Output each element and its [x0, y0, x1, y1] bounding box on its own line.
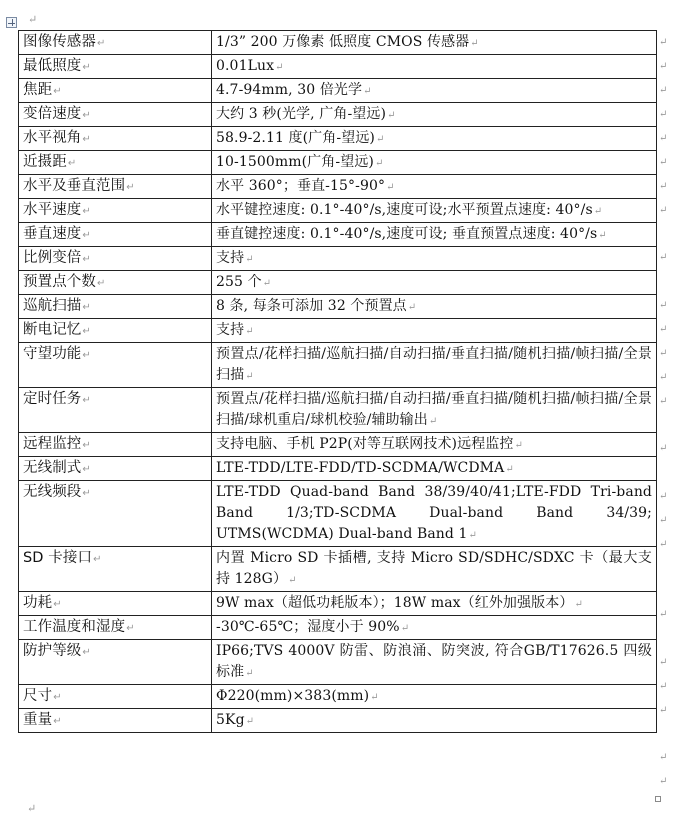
spec-value-cell[interactable]: [212, 433, 657, 457]
spec-value: Φ220(mm)×383(mm): [216, 688, 370, 704]
cell-end-mark: ↵: [82, 395, 91, 406]
table-row: [19, 457, 657, 481]
row-end-mark: ↵: [659, 181, 668, 192]
table-row: [19, 79, 657, 103]
spec-label-cell[interactable]: [19, 709, 212, 733]
cell-end-mark: ↵: [374, 158, 384, 169]
spec-value: 255 个: [216, 274, 262, 290]
spec-value-cell[interactable]: [212, 175, 657, 199]
cell-end-mark: ↵: [126, 182, 135, 193]
table-row: [19, 319, 657, 343]
table-row: [19, 127, 657, 151]
row-end-mark: ↵: [659, 752, 668, 763]
spec-label-cell[interactable]: [19, 247, 212, 271]
spec-label-cell[interactable]: [19, 31, 212, 55]
row-end-mark: ↵: [659, 539, 668, 550]
spec-label: 图像传感器: [23, 34, 96, 50]
spec-label: 断电记忆: [23, 322, 82, 338]
table-row: [19, 592, 657, 616]
table-row: [19, 616, 657, 640]
spec-value: 水平 360°；垂直-15°-90°: [216, 178, 386, 194]
row-end-mark: ↵: [659, 157, 668, 168]
spec-label: SD 卡接口: [23, 550, 93, 566]
table-row: [19, 103, 657, 127]
cell-end-mark: ↵: [53, 692, 62, 703]
spec-label-cell[interactable]: [19, 79, 212, 103]
spec-label-cell[interactable]: [19, 55, 212, 79]
cell-end-mark: ↵: [53, 599, 62, 610]
table-row: [19, 271, 657, 295]
cell-end-mark: ↵: [67, 158, 77, 169]
cell-end-mark: ↵: [82, 326, 91, 337]
spec-value: 4.7-94mm, 30 倍光学: [216, 82, 363, 98]
table-row: [19, 343, 657, 388]
cropped-heading-fragment: [18, 0, 138, 6]
spec-label: 无线制式: [23, 460, 82, 476]
spec-value-cell[interactable]: [212, 151, 657, 175]
table-row: [19, 31, 657, 55]
table-row: [19, 640, 657, 685]
spec-label: 尺寸: [23, 688, 53, 704]
spec-value-cell[interactable]: [212, 223, 657, 247]
row-end-mark: ↵: [659, 109, 668, 120]
table-row: [19, 223, 657, 247]
table-row: [19, 685, 657, 709]
spec-label-cell[interactable]: [19, 271, 212, 295]
spec-label-cell[interactable]: [19, 295, 212, 319]
spec-value: 垂直键控速度: 0.1°-40°/s,速度可设; 垂直预置点速度: 40°/s: [216, 226, 598, 242]
row-end-mark: ↵: [659, 372, 668, 383]
cell-end-mark: ↵: [245, 716, 255, 727]
cell-end-mark: ↵: [82, 134, 91, 145]
spec-label: 水平视角: [23, 130, 82, 146]
spec-value: -30℃-65℃；湿度小于 90%: [216, 619, 400, 635]
table-row: [19, 247, 657, 271]
cell-end-mark: ↵: [375, 134, 385, 145]
spec-value-cell[interactable]: [212, 127, 657, 151]
cell-end-mark: ↵: [82, 440, 91, 451]
spec-label: 最低照度: [23, 58, 82, 74]
spec-value: 1/3” 200 万像素 低照度 CMOS 传感器: [216, 34, 470, 50]
spec-value-cell[interactable]: [212, 103, 657, 127]
spec-value: 内置 Micro SD 卡插槽, 支持 Micro SD/SDHC/SDXC 卡（最大支持 128G）: [216, 550, 652, 587]
cell-end-mark: ↵: [288, 575, 297, 586]
cell-end-mark: ↵: [97, 38, 106, 49]
spec-value: 9W max（超低功耗版本）；18W max（红外加强版本）: [216, 595, 574, 611]
row-end-mark: ↵: [659, 657, 668, 668]
cell-end-mark: ↵: [82, 254, 91, 265]
spec-table: [18, 30, 657, 733]
cell-end-mark: ↵: [468, 530, 477, 541]
spec-value-cell[interactable]: [212, 31, 657, 55]
spec-value-cell[interactable]: [212, 481, 657, 547]
row-end-mark: ↵: [659, 705, 668, 716]
spec-label-cell[interactable]: [19, 319, 212, 343]
spec-value: 预置点/花样扫描/巡航扫描/自动扫描/垂直扫描/随机扫描/帧扫描/全景扫描: [216, 346, 652, 383]
spec-label-cell[interactable]: [19, 343, 212, 388]
cell-end-mark: ↵: [82, 62, 91, 73]
spec-value-cell[interactable]: [212, 685, 657, 709]
cell-end-mark: ↵: [470, 38, 479, 49]
row-end-mark: ↵: [659, 61, 668, 72]
spec-label: 水平速度: [23, 202, 82, 218]
table-row: [19, 388, 657, 433]
spec-value: 支持电脑、手机 P2P(对等互联网技术)远程监控: [216, 436, 514, 452]
spec-value: 5Kg: [216, 712, 245, 728]
cell-end-mark: ↵: [363, 86, 372, 97]
cell-end-mark: ↵: [370, 692, 379, 703]
spec-value-cell[interactable]: [212, 343, 657, 388]
table-row: [19, 709, 657, 733]
row-end-mark: ↵: [659, 37, 668, 48]
cell-end-mark: ↵: [82, 302, 91, 313]
spec-value: 58.9-2.11 度(广角-望远): [216, 130, 375, 146]
spec-value-cell[interactable]: [212, 247, 657, 271]
cell-end-mark: ↵: [262, 278, 272, 289]
cell-end-mark: ↵: [53, 716, 62, 727]
spec-label-cell[interactable]: [19, 151, 212, 175]
spec-label-cell[interactable]: [19, 103, 212, 127]
spec-label: 定时任务: [23, 391, 82, 407]
spec-label-cell[interactable]: [19, 223, 212, 247]
spec-label: 功耗: [23, 595, 53, 611]
row-end-mark: ↵: [659, 85, 668, 96]
spec-label-cell[interactable]: [19, 433, 212, 457]
cell-end-mark: ↵: [53, 86, 62, 97]
spec-value-cell[interactable]: [212, 271, 657, 295]
row-end-mark: ↵: [659, 348, 668, 359]
table-row: [19, 295, 657, 319]
table-row: [19, 481, 657, 547]
table-row: [19, 55, 657, 79]
spec-value-cell[interactable]: [212, 592, 657, 616]
table-row: [19, 151, 657, 175]
cell-end-mark: ↵: [245, 326, 254, 337]
spec-label: 近摄距: [23, 154, 67, 170]
cell-end-mark: ↵: [245, 371, 254, 382]
row-end-mark: ↵: [659, 609, 668, 620]
spec-label: 预置点个数: [23, 274, 96, 290]
paragraph-mark-top: ↵: [28, 13, 38, 26]
spec-label-cell[interactable]: [19, 481, 212, 547]
spec-value: 支持: [216, 250, 245, 266]
cell-end-mark: ↵: [275, 62, 284, 73]
cell-end-mark: ↵: [82, 647, 91, 658]
spec-label: 比例变倍: [23, 250, 82, 266]
cell-end-mark: ↵: [505, 464, 514, 475]
spec-label-cell[interactable]: [19, 199, 212, 223]
cell-end-mark: ↵: [407, 302, 417, 313]
spec-label: 无线频段: [23, 484, 82, 500]
spec-label: 巡航扫描: [23, 298, 82, 314]
spec-value: 10-1500mm(广角-望远): [216, 154, 374, 170]
cell-end-mark: ↵: [386, 182, 395, 193]
spec-value-cell[interactable]: [212, 388, 657, 433]
row-end-mark: ↵: [659, 252, 668, 263]
spec-value: 支持: [216, 322, 245, 338]
spec-label: 水平及垂直范围: [23, 178, 126, 194]
table-move-handle-icon[interactable]: [6, 17, 17, 28]
row-end-mark: ↵: [659, 681, 668, 692]
spec-value: 水平键控速度: 0.1°-40°/s,速度可设;水平预置点速度: 40°/s: [216, 202, 593, 218]
cell-end-mark: ↵: [82, 488, 91, 499]
spec-label-cell[interactable]: [19, 175, 212, 199]
cell-end-mark: ↵: [82, 110, 91, 121]
spec-label-cell[interactable]: [19, 547, 212, 592]
spec-label: 重量: [23, 712, 53, 728]
spec-value: 大约 3 秒(光学, 广角-望远): [216, 106, 387, 122]
cell-end-mark: ↵: [400, 623, 410, 634]
table-resize-handle[interactable]: [655, 796, 661, 802]
spec-value-cell[interactable]: [212, 319, 657, 343]
table-row: [19, 199, 657, 223]
cell-end-mark: ↵: [82, 350, 91, 361]
spec-label-cell[interactable]: [19, 127, 212, 151]
spec-label: 垂直速度: [23, 226, 82, 242]
spec-value: IP66;TVS 4000V 防雷、防浪涌、防突波, 符合GB/T17626.5 四级标准: [216, 643, 652, 680]
cell-end-mark: ↵: [245, 668, 254, 679]
cell-end-mark: ↵: [574, 599, 583, 610]
spec-label: 焦距: [23, 82, 53, 98]
spec-value: 预置点/花样扫描/巡航扫描/自动扫描/垂直扫描/随机扫描/帧扫描/全景扫描/球机重启/球机校验/辅助输出: [216, 391, 652, 428]
spec-value: LTE-TDD/LTE-FDD/TD-SCDMA/WCDMA: [216, 460, 505, 476]
row-end-mark: ↵: [659, 443, 668, 454]
paragraph-mark-bottom: ↵: [27, 802, 37, 815]
row-end-mark: ↵: [659, 776, 668, 787]
spec-value: LTE-TDD Quad-band Band 38/39/40/41;LTE-FDD Tri-band Band 1/3;TD-SCDMA Dual-band Band 34/39; UTMS(WCDMA) Dual-band Band 1: [216, 484, 652, 542]
row-end-mark: ↵: [659, 324, 668, 335]
spec-value-cell[interactable]: [212, 616, 657, 640]
row-end-mark: ↵: [659, 133, 668, 144]
cell-end-mark: ↵: [598, 230, 607, 241]
cell-end-mark: ↵: [593, 206, 603, 217]
spec-label-cell[interactable]: [19, 640, 212, 685]
row-end-mark: ↵: [659, 491, 668, 502]
spec-label: 远程监控: [23, 436, 82, 452]
row-end-mark: ↵: [659, 515, 668, 526]
cell-end-mark: ↵: [387, 110, 396, 121]
spec-value-cell[interactable]: [212, 199, 657, 223]
spec-value: 8 条, 每条可添加 32 个预置点: [216, 298, 407, 314]
cell-end-mark: ↵: [93, 554, 102, 565]
table-row: [19, 433, 657, 457]
row-end-mark: ↵: [659, 300, 668, 311]
spec-label-cell[interactable]: [19, 388, 212, 433]
spec-label-cell[interactable]: [19, 616, 212, 640]
cell-end-mark: ↵: [82, 464, 91, 475]
cell-end-mark: ↵: [126, 623, 135, 634]
spec-label: 防护等级: [23, 643, 82, 659]
spec-value: 0.01Lux: [216, 58, 275, 74]
spec-label-cell[interactable]: [19, 457, 212, 481]
cell-end-mark: ↵: [245, 254, 254, 265]
row-end-mark: ↵: [659, 396, 668, 407]
table-row: [19, 547, 657, 592]
spec-value-cell[interactable]: [212, 457, 657, 481]
spec-value-cell[interactable]: [212, 547, 657, 592]
cell-end-mark: ↵: [82, 206, 91, 217]
spec-label: 变倍速度: [23, 106, 82, 122]
spec-label-cell[interactable]: [19, 685, 212, 709]
spec-label-cell[interactable]: [19, 592, 212, 616]
cell-end-mark: ↵: [428, 416, 438, 427]
table-row: [19, 175, 657, 199]
cell-end-mark: ↵: [82, 230, 91, 241]
spec-value-cell[interactable]: [212, 79, 657, 103]
cell-end-mark: ↵: [514, 440, 524, 451]
spec-value-cell[interactable]: [212, 55, 657, 79]
spec-value-cell[interactable]: [212, 640, 657, 685]
spec-label: 守望功能: [23, 346, 82, 362]
spec-label: 工作温度和湿度: [23, 619, 126, 635]
spec-value-cell[interactable]: [212, 709, 657, 733]
spec-value-cell[interactable]: [212, 295, 657, 319]
cell-end-mark: ↵: [97, 278, 106, 289]
row-end-mark: ↵: [659, 205, 668, 216]
